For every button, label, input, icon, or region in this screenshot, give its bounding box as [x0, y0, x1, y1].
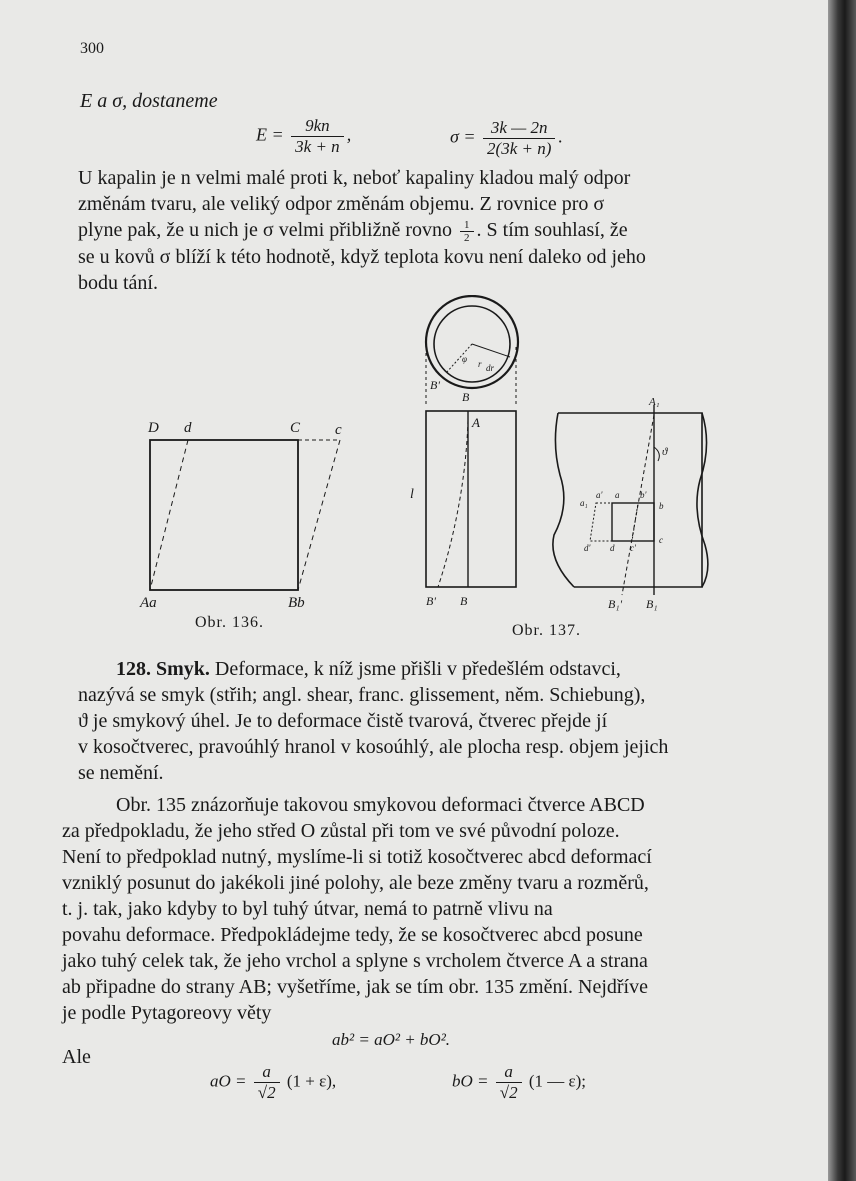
label-phi: φ	[462, 354, 467, 364]
section-number: 128.	[116, 658, 151, 680]
dashed-left-side	[150, 440, 188, 590]
fraction-half-num: 1	[460, 219, 474, 232]
label-a-prime: a'	[596, 490, 603, 500]
text-line: ϑ je smykový úhel. Je to deformace čistě tvarová, čtverec přejde jí	[78, 710, 608, 732]
dashed-right-side	[298, 440, 340, 590]
text-line: za předpokladu, že jeho střed O zůstal při tom ve své původní poloze.	[62, 820, 620, 842]
label-c: c	[335, 422, 342, 438]
label-d: d	[184, 420, 192, 436]
label-B-prime-top: B'	[430, 378, 440, 392]
caption-137: Obr. 137.	[512, 622, 581, 639]
paragraph-obr135	[62, 792, 790, 1026]
radius-line	[446, 344, 472, 373]
ale-word: Ale	[62, 1046, 91, 1068]
page-number: 300	[80, 40, 104, 57]
angle-arc	[654, 447, 659, 461]
paragraph-liquids	[78, 165, 790, 296]
fraction-E-den: 3k + n	[295, 137, 340, 156]
label-A1: A₁	[649, 396, 660, 408]
label-Bb: Bb	[288, 595, 305, 611]
label-r: r	[478, 359, 482, 369]
text-line: bodu tání.	[78, 271, 158, 294]
fraction-sigma-num: 3k — 2n	[483, 118, 555, 139]
fraction-E	[291, 116, 344, 157]
fraction-sigma	[483, 118, 555, 159]
label-C: C	[290, 420, 301, 436]
book-spine-shadow	[828, 0, 856, 1181]
fraction-sigma-den: 2(3k + n)	[487, 139, 552, 158]
text-line: je podle Pytagoreovy věty	[62, 1002, 272, 1024]
text-line: ab připadne do strany AB; vyšetříme, jak se tím obr. 135 změní. Nejdříve	[62, 976, 648, 998]
label-theta: ϑ	[662, 446, 668, 458]
eq-sigma-tail: .	[558, 126, 563, 147]
sqrt-bO: 2	[509, 1083, 518, 1102]
figure-137	[400, 295, 720, 625]
text-line: t. j. tak, jako kdyby to byl tuhý útvar, nemá to patrně vlivu na	[62, 898, 553, 920]
section-title: Smyk.	[156, 658, 210, 680]
eq-bO-lhs: bO =	[452, 1071, 489, 1091]
text-line: změnám tvaru, ale veliký odpor změnám objemu. Z rovnice pro σ	[78, 193, 605, 215]
fraction-bO	[496, 1062, 522, 1103]
text-segment: . S tím souhlasí, že	[476, 219, 628, 241]
text-line: se u kovů σ blíží k této hodnotě, když teplota kovu není daleko od jeho	[78, 245, 646, 268]
eq-sigma-lhs: σ =	[450, 126, 476, 147]
label-B-bottom: B	[460, 594, 468, 608]
equation-bO	[452, 1062, 586, 1103]
fraction-half-den: 2	[464, 231, 470, 244]
radius-r	[472, 344, 510, 357]
label-A: A	[472, 415, 480, 430]
sqrt-aO: 2	[267, 1083, 276, 1102]
text-line: povahu deformace. Předpokládejme tedy, že se kosočtverec abcd posune	[62, 924, 643, 946]
caption-136: Obr. 136.	[195, 614, 264, 631]
fraction-E-num: 9kn	[291, 116, 344, 137]
label-c: c	[659, 535, 663, 545]
fraction-bO-num: a	[496, 1062, 522, 1083]
figure-136	[130, 410, 370, 620]
text-line: vzniklý posunut do jakékoli jiné polohy, ale beze změny tvaru a rozměrů,	[62, 872, 649, 894]
label-B-top: B	[462, 390, 470, 404]
equation-pythagoras: ab² = aO² + bO².	[332, 1030, 451, 1049]
text-segment: plyne pak, že u nich je σ velmi přibližně rovno	[78, 219, 453, 241]
text-line: se nemění.	[78, 762, 164, 784]
text-line: nazývá se smyk (střih; angl. shear, franc. glissement, něm. Schiebung),	[78, 684, 646, 706]
eq-aO-tail: (1 + ε),	[286, 1071, 337, 1091]
fraction-aO-den: √2	[257, 1083, 276, 1102]
equation-E	[256, 116, 351, 157]
label-B1: B₁	[646, 597, 658, 611]
sheared-generatrix	[622, 415, 654, 595]
label-dr: dr	[486, 363, 495, 373]
eq-E-tail: ,	[346, 124, 352, 145]
label-D: D	[148, 420, 159, 436]
label-Aa: Aa	[140, 595, 157, 611]
twisted-generatrix	[438, 420, 468, 587]
label-l: l	[410, 487, 414, 502]
section-128	[78, 656, 790, 786]
text-line	[78, 656, 790, 682]
fraction-aO-num: a	[254, 1062, 280, 1083]
eq-E-lhs: E =	[256, 124, 284, 145]
label-a1: a₁	[580, 498, 588, 508]
equation-aO	[210, 1062, 336, 1103]
intro-line: E a σ, dostaneme	[80, 90, 218, 112]
label-b-prime: b'	[640, 490, 647, 500]
square-ABCD	[150, 440, 298, 590]
eq-aO-lhs: aO =	[210, 1071, 247, 1091]
label-a: a	[615, 490, 620, 500]
text-segment: Deformace, k níž jsme přišli v předešlém odstavci,	[214, 658, 621, 680]
label-d: d	[610, 543, 615, 553]
label-B1-prime: B₁'	[608, 597, 623, 611]
element-rhombus	[590, 503, 638, 541]
cylinder	[426, 411, 516, 587]
text-line: U kapalin je n velmi malé proti k, neboť kapaliny kladou malý odpor	[78, 167, 631, 189]
sheet-torn-left	[553, 413, 574, 587]
fraction-half	[460, 219, 474, 244]
equation-sigma	[450, 118, 563, 159]
label-B-prime-bottom: B'	[426, 594, 436, 608]
text-line: v kosočtverec, pravoúhlý hranol v kosoúhlý, ale plocha resp. objem jejich	[78, 736, 669, 758]
fraction-bO-den: √2	[499, 1083, 518, 1102]
text-line: Obr. 135 znázorňuje takovou smykovou deformaci čtverce ABCD	[116, 794, 645, 816]
label-b: b	[659, 501, 664, 511]
outer-circle	[426, 296, 518, 388]
text-line: Není to předpoklad nutný, myslíme-li si totiž kosočtverec abcd deformací	[62, 846, 652, 868]
label-c-prime: c'	[630, 543, 636, 553]
text-line	[78, 217, 790, 244]
eq-bO-tail: (1 — ε);	[528, 1071, 587, 1091]
label-d-prime: d'	[584, 543, 591, 553]
fraction-aO	[254, 1062, 280, 1103]
text-line: jako tuhý celek tak, že jeho vrchol a splyne s vrcholem čtverce A a strana	[62, 950, 648, 972]
